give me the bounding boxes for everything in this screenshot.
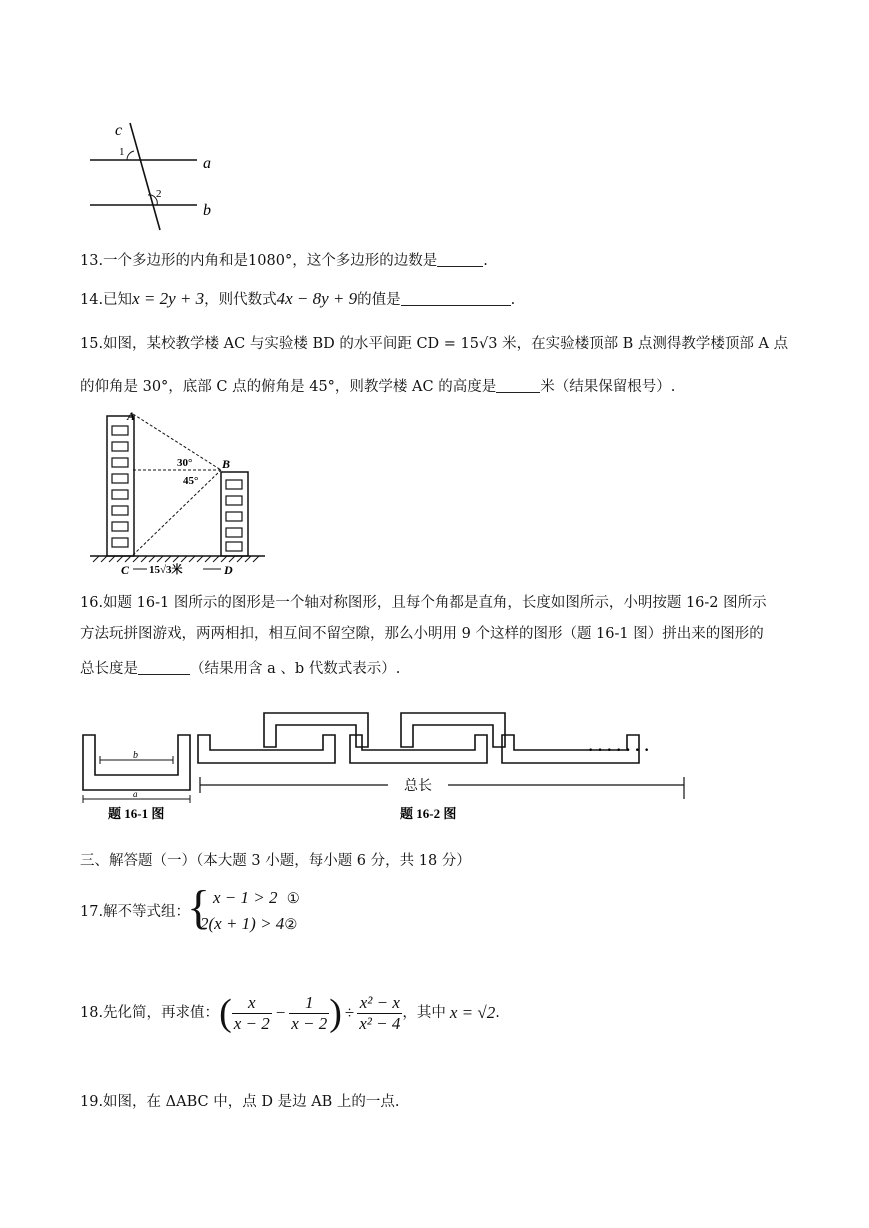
- puzzle-figure: [78, 705, 698, 830]
- q18-frac2: [289, 993, 329, 1034]
- label-C: C: [121, 563, 130, 577]
- q16-line3-pre: 总长度是: [80, 661, 138, 677]
- q18-minus: −: [274, 1003, 287, 1022]
- q14-end: .: [510, 292, 516, 308]
- question-16-line3: [80, 659, 400, 679]
- label-b16: b: [133, 750, 138, 761]
- label-A: A: [127, 409, 136, 423]
- q18-lparen: (: [219, 992, 232, 1034]
- q14-eq: x = 2y + 3: [132, 289, 205, 308]
- q18-pre: 18.先化简，再求值：: [80, 1005, 220, 1021]
- buildings-figure: [85, 402, 275, 582]
- q18-f3n: x² − x: [357, 993, 402, 1014]
- q14-pre: 14.已知: [80, 292, 133, 308]
- q17-eq1: x − 1 > 2: [213, 888, 278, 907]
- label-1: 1: [119, 146, 125, 158]
- question-19: 19.如图，在 ΔABC 中，点 D 是边 AB 上的一点.: [80, 1094, 400, 1110]
- q15-line2-post: 米（结果保留根号）.: [540, 379, 676, 395]
- q18-end: .: [495, 1005, 500, 1021]
- q18-post: ，其中: [402, 1005, 446, 1021]
- label-D: D: [224, 563, 233, 577]
- q18-rparen: ): [329, 992, 342, 1034]
- question-16-line1: 16.如题 16-1 图所示的图形是一个轴对称图形，且每个角都是直角，长度如图所示，小明按题 16-2 图所示: [80, 595, 767, 611]
- label-distance: 15√3米: [149, 564, 183, 576]
- question-13: [80, 251, 488, 271]
- q18-f2n: 1: [289, 993, 329, 1014]
- section-3-heading: 三、解答题（一）（本大题 3 小题，每小题 6 分，共 18 分）: [80, 853, 471, 869]
- label-a: a: [203, 155, 211, 172]
- question-15-line2: [80, 377, 675, 397]
- q14-expr: 4x − 8y + 9: [276, 289, 358, 308]
- q18-f2d: x − 2: [291, 1013, 328, 1033]
- q18-val: x = √2: [449, 1003, 496, 1022]
- label-total: 总长: [404, 779, 432, 794]
- q18-div: ÷: [344, 1003, 355, 1022]
- question-17: [80, 902, 190, 922]
- question-16-line2: 方法玩拼图游戏，两两相扣，相互间不留空隙，那么小明用 9 个这样的图形（题 16-1 图）拼出来的图形的: [80, 626, 764, 642]
- caption-16-2: 题 16-2 图: [400, 806, 457, 821]
- q13-end: .: [483, 253, 488, 269]
- label-2: 2: [156, 188, 162, 200]
- label-B: B: [222, 457, 231, 471]
- q17-eq2: 2(x + 1) > 4: [200, 914, 285, 933]
- q18-f1n: x: [232, 993, 272, 1014]
- parallel-lines-figure: [85, 115, 225, 235]
- label-angle30: 30°: [177, 457, 193, 469]
- q18-f1d: x − 2: [233, 1013, 270, 1033]
- q18-frac3: [357, 993, 402, 1034]
- q18-f3d: x² − 4: [359, 1013, 401, 1033]
- label-b: b: [203, 202, 211, 219]
- q17-brace: {: [187, 881, 211, 934]
- caption-16-1: 题 16-1 图: [108, 806, 165, 821]
- q13-text: 13.一个多边形的内角和是1080°，这个多边形的边数是: [80, 253, 438, 269]
- q17-n1: ①: [286, 891, 300, 907]
- q17-n2: ②: [284, 917, 298, 933]
- q15-line2-pre: 的仰角是 30°，底部 C 点的俯角是 45°，则教学楼 AC 的高度是: [80, 379, 497, 395]
- question-18: [80, 988, 500, 1038]
- question-15-line1: 15.如图，某校教学楼 AC 与实验楼 BD 的水平间距 CD = 15√3 米，在实验楼顶部 B 点测得教学楼顶部 A 点: [80, 336, 789, 352]
- label-angle45: 45°: [183, 475, 199, 487]
- q14-mid: ，则代数式: [204, 292, 277, 308]
- q16-line3-post: （结果用含 a 、b 代数式表示）.: [190, 661, 401, 677]
- label-c: c: [115, 122, 123, 139]
- question-14: [80, 289, 515, 310]
- q17-eq2-row: [200, 914, 297, 935]
- dots: · · · · · · ·: [588, 742, 650, 759]
- q14-post: 的值是: [357, 292, 401, 308]
- q17-eq1-row: [213, 888, 300, 909]
- label-a16: a: [133, 789, 138, 799]
- q17-pre: 17.解不等式组：: [80, 904, 191, 920]
- q18-frac1: [232, 993, 272, 1034]
